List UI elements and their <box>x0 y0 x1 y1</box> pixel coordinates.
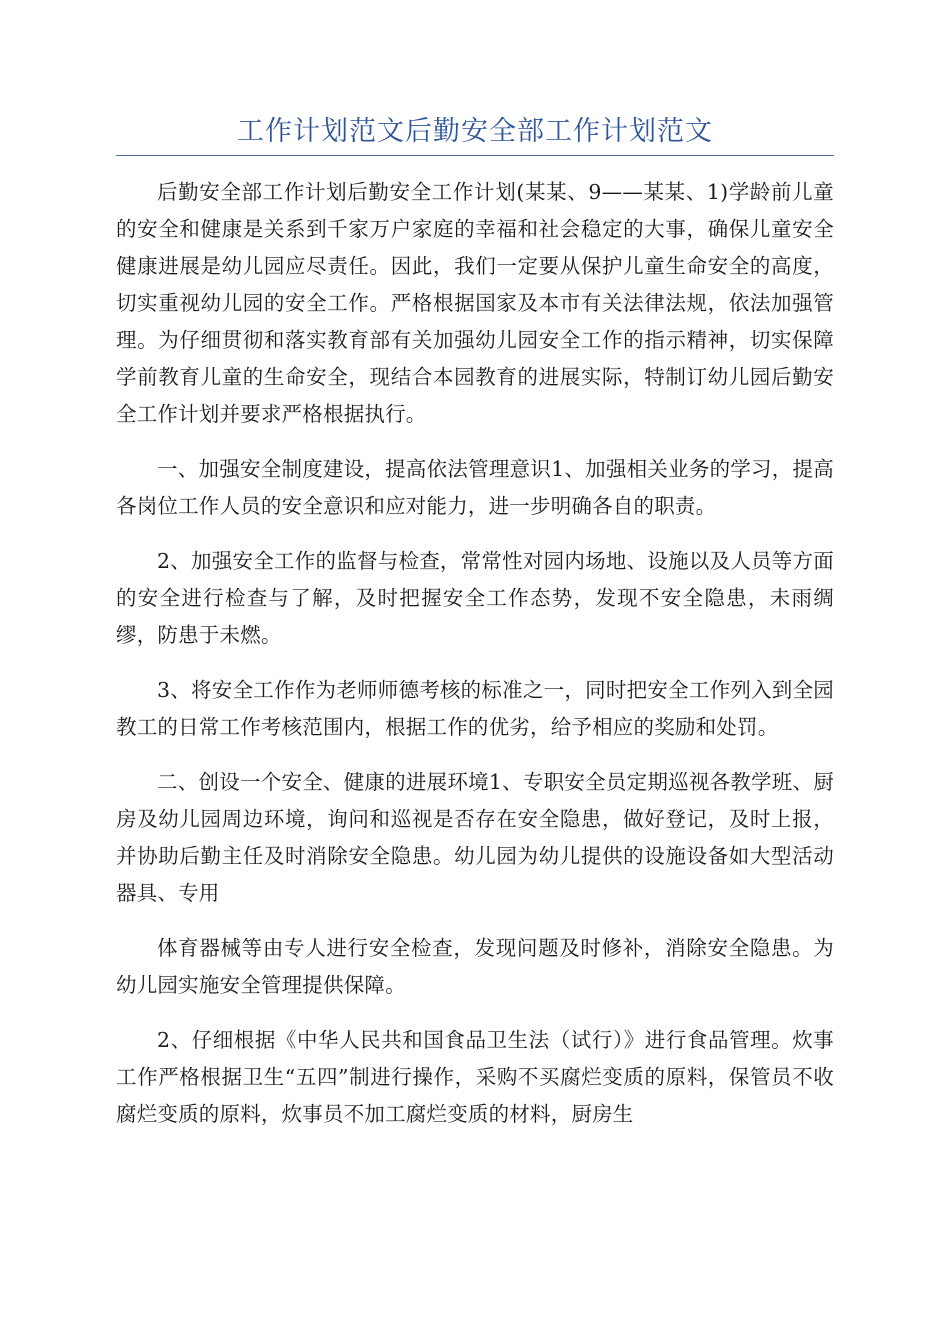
paragraph-4: 3、将安全工作作为老师师德考核的标准之一，同时把安全工作列入到全园教工的日常工作考核范围内，根据工作的优劣，给予相应的奖励和处罚。 <box>116 678 834 739</box>
document-title: 工作计划范文后勤安全部工作计划范文 <box>237 116 713 147</box>
document-body <box>116 174 834 1151</box>
paragraph-5: 二、创设一个安全、健康的进展环境1、专职安全员定期巡视各教学班、厨房及幼儿园周边环境，询问和巡视是否存在安全隐患，做好登记，及时上报，并协助后勤主任及时消除安全隐患。幼儿园为幼儿提供的设施设备如大型活动器具、专用 <box>116 770 834 905</box>
paragraph-3: 2、加强安全工作的监督与检查，常常性对园内场地、设施以及人员等方面的安全进行检查与了解，及时把握安全工作态势，发现不安全隐患，未雨绸缪，防患于未燃。 <box>116 549 834 647</box>
title-block <box>116 112 834 156</box>
paragraph-1: 后勤安全部工作计划后勤安全工作计划(某某、9——某某、1)学龄前儿童的安全和健康是关系到千家万户家庭的幸福和社会稳定的大事，确保儿童安全健康进展是幼儿园应尽责任。因此，我们一定要从保护儿童生命安全的高度，切实重视幼儿园的安全工作。严格根据国家及本市有关法律法规，依法加强管理。为仔细贯彻和落实教育部有关加强幼儿园安全工作的指示精神，切实保障学前教育儿童的生命安全，现结合本园教育的进展实际，特制订幼儿园后勤安全工作计划并要求严格根据执行。 <box>116 180 834 426</box>
paragraph-2: 一、加强安全制度建设，提高依法管理意识1、加强相关业务的学习，提高各岗位工作人员的安全意识和应对能力，进一步明确各自的职责。 <box>116 457 834 518</box>
paragraph-7: 2、仔细根据《中华人民共和国食品卫生法（试行）》进行食品管理。炊事工作严格根据卫生“五四”制进行操作，采购不买腐烂变质的原料，保管员不收腐烂变质的原料，炊事员不加工腐烂变质的材料，厨房生 <box>116 1028 834 1126</box>
paragraph-6: 体育器械等由专人进行安全检查，发现问题及时修补，消除安全隐患。为幼儿园实施安全管理提供保障。 <box>116 936 834 997</box>
